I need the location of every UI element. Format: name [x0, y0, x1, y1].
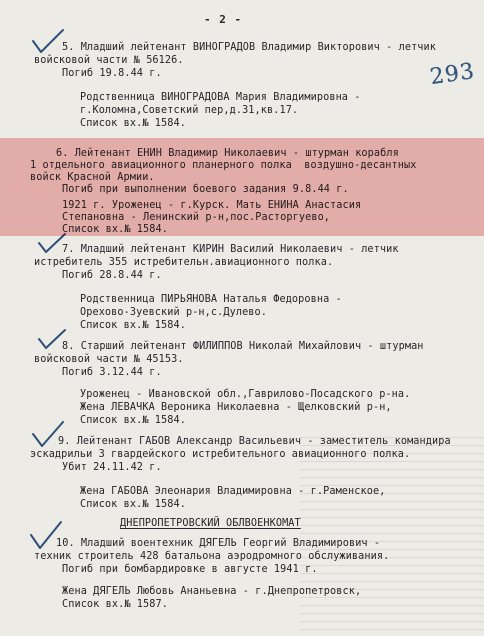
entry-8-line-5: Жена ЛЕВАЧКА Вероника Николаевна - Щелковский р-н,: [80, 402, 392, 413]
entry-8-line-1: 8. Старший лейтенант ФИЛИППОВ Николай Михайлович - штурман: [62, 341, 424, 352]
entry-6-line-1: 6. Лейтенант ЕНИН Владимир Николаевич - штурман корабля: [56, 148, 399, 159]
entry-10-line-5: Список вх.№ 1587.: [62, 599, 168, 610]
entry-10-line-1: 10. Младший воентехник ДЯГЕЛЬ Георгий Владимирович -: [56, 538, 381, 549]
entry-5-line-1: 5. Младший лейтенант ВИНОГРАДОВ Владимир Викторович - летчик: [62, 42, 437, 53]
entry-5-line-4: Родственница ВИНОГРАДОВА Мария Владимировна -: [80, 92, 361, 103]
entry-7-line-5: Орехово-Зуевский р-н,с.Дулево.: [80, 307, 268, 318]
bleedthrough-texture: [300, 430, 484, 630]
entry-5-line-5: г.Коломна,Советский пер,д.31,кв.17.: [80, 105, 299, 116]
entry-7-line-6: Список вх.№ 1584.: [80, 320, 186, 331]
entry-8-line-4: Уроженец - Ивановской обл.,Гаврилово-Посадского р-на.: [80, 389, 411, 400]
archive-handwritten-number: 293: [428, 58, 477, 91]
entry-7-line-1: 7. Младший лейтенант КИРИН Василий Николаевич - летчик: [62, 244, 399, 255]
entry-9-line-1: 9. Лейтенант ГАБОВ Александр Васильевич - заместитель командира: [58, 436, 451, 447]
entry-5-line-6: Список вх.№ 1584.: [80, 118, 186, 129]
entry-9-line-3: Убит 24.11.42 г.: [62, 462, 162, 473]
entry-10-line-3: Погиб при бомбардировке в августе 1941 г.: [62, 564, 318, 575]
entry-5-line-3: Погиб 19.8.44 г.: [62, 68, 162, 79]
entry-5-line-2: войсковой части № 56126.: [34, 55, 184, 66]
entry-10-line-2: техник строитель 428 батальона аэродромного обслуживания.: [34, 551, 390, 562]
page-number: - 2 -: [204, 13, 243, 26]
entry-10-line-4: Жена ДЯГЕЛЬ Любовь Ананьевна - г.Днепропетровск,: [62, 586, 362, 597]
entry-6-line-5: 1921 г. Уроженец - г.Курск. Мать ЕНИНА Анастасия: [62, 200, 362, 211]
entry-7-line-4: Родственница ПИРЬЯНОВА Наталья Федоровна -: [80, 294, 342, 305]
entry-6-line-6: Степановна - Ленинский р-н,пос.Расторгуево,: [62, 212, 331, 223]
entry-6-line-3: войск Красной Армии.: [30, 172, 155, 183]
entry-8-line-2: войсковой части № 45153.: [34, 354, 184, 365]
entry-8-line-3: Погиб 3.12.44 г.: [62, 367, 162, 378]
entry-9-line-4: Жена ГАБОВА Элеонария Владимировна - г.Раменское,: [80, 486, 386, 497]
checkmark-icon-entry-5: [30, 28, 66, 54]
section-heading: ДНЕПРОПЕТРОВСКИЙ ОБЛВОЕНКОМАТ: [120, 518, 301, 529]
entry-6-line-7: Список вх.№ 1584.: [62, 224, 168, 235]
entry-7-line-2: истребитель 355 истребительн.авиационного полка.: [34, 257, 334, 268]
entry-9-line-5: Список вх.№ 1584.: [80, 499, 186, 510]
entry-9-line-2: эскадрильи 3 гвардейского истребительного авиационного полка.: [30, 449, 411, 460]
entry-6-line-2: 1 отдельного авиационного планерного полка воздушно-десантных: [30, 160, 417, 171]
entry-7-line-3: Погиб 28.8.44 г.: [62, 270, 162, 281]
entry-6-line-4: Погиб при выполнении боевого задания 9.8.44 г.: [62, 184, 349, 195]
entry-8-line-6: Список вх.№ 1584.: [80, 415, 186, 426]
